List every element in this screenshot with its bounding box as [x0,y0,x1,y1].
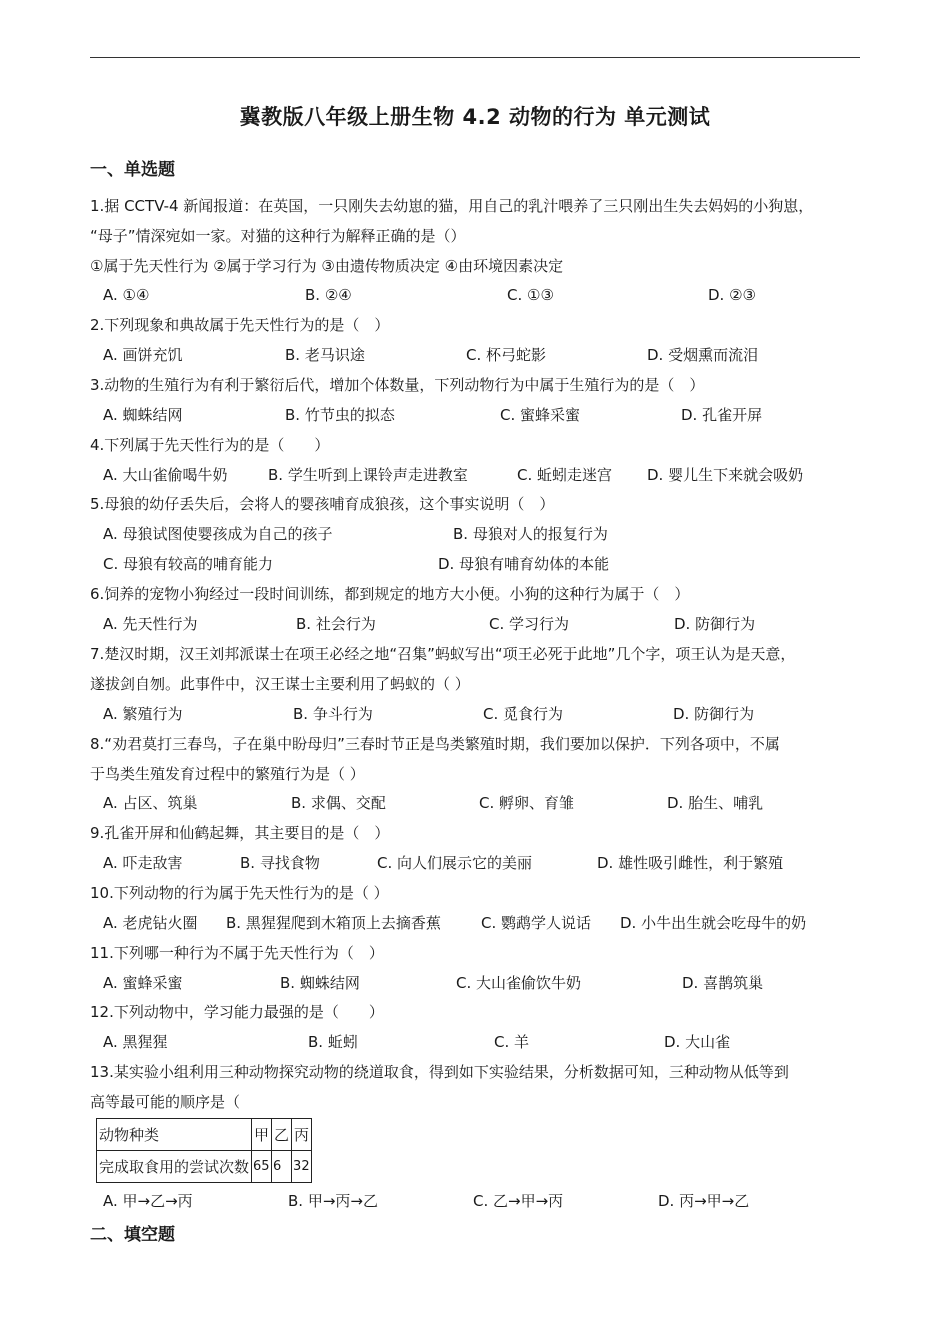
question-6-option-b: B. 社会行为 [296,615,376,633]
question-10-option-c: C. 鹦鹉学人说话 [481,914,592,932]
question-2-option-a: A. 画饼充饥 [103,346,183,364]
question-13-option-d: D. 丙→甲→乙 [658,1192,750,1210]
section-heading-single-choice: 一、单选题 [90,160,175,180]
question-4-option-d: D. 婴儿生下来就会吸奶 [647,466,804,484]
question-3-option-c: C. 蜜蜂采蜜 [500,406,581,424]
question-8-line-2: 于鸟类生殖发育过程中的繁殖行为是（ ） [90,765,365,783]
question-12-option-b: B. 蚯蚓 [308,1033,358,1051]
question-9-option-b: B. 寻找食物 [240,854,320,872]
question-12-option-d: D. 大山雀 [664,1033,731,1051]
question-5-option-a: A. 母狼试图使婴孩成为自己的孩子 [103,525,333,543]
table-cell: 动物种类 [97,1119,252,1151]
table-cell: 丙 [292,1119,312,1151]
question-4-option-b: B. 学生听到上课铃声走进教室 [268,466,468,484]
question-1-option-d: D. ②③ [708,286,756,304]
question-1-line-1: 1.据 CCTV-4 新闻报道：在英国，一只刚失去幼崽的猫，用自己的乳汁喂养了三只刚出生失去妈妈的小狗崽， [90,197,814,215]
question-7-line-1: 7.楚汉时期，汉王刘邦派谋士在项王必经之地“召集”蚂蚁写出“项王必死于此地”几个字，项王认为是天意， [90,645,796,663]
question-5-option-b: B. 母狼对人的报复行为 [453,525,608,543]
question-9-stem: 9.孔雀开屏和仙鹤起舞，其主要目的是（ ） [90,824,390,842]
question-12-option-c: C. 羊 [494,1033,530,1051]
section-heading-fill-blank: 二、填空题 [90,1225,175,1245]
question-8-option-a: A. 占区、筑巢 [103,794,198,812]
question-11-option-b: B. 蜘蛛结网 [280,974,360,992]
question-11-option-d: D. 喜鹊筑巢 [682,974,764,992]
question-7-option-b: B. 争斗行为 [293,705,373,723]
question-2-stem: 2.下列现象和典故属于先天性行为的是（ ） [90,316,390,334]
question-3-option-a: A. 蜘蛛结网 [103,406,183,424]
question-6-option-d: D. 防御行为 [674,615,756,633]
question-10-stem: 10.下列动物的行为属于先天性行为的是（ ） [90,884,389,902]
question-10-option-d: D. 小牛出生就会吃母牛的奶 [620,914,807,932]
question-2-option-d: D. 受烟熏而流泪 [647,346,759,364]
question-6-option-c: C. 学习行为 [489,615,570,633]
question-1-option-c: C. ①③ [507,286,554,304]
question-10-option-a: A. 老虎钻火圈 [103,914,198,932]
question-13-option-a: A. 甲→乙→丙 [103,1192,193,1210]
question-1-line-2: “母子”情深宛如一家。对猫的这种行为解释正确的是（） [90,227,466,245]
document-title: 冀教版八年级上册生物 4.2 动物的行为 单元测试 [239,105,711,129]
question-8-option-b: B. 求偶、交配 [291,794,386,812]
question-4-stem: 4.下列属于先天性行为的是（ ） [90,436,330,454]
question-11-option-c: C. 大山雀偷饮牛奶 [456,974,582,992]
question-7-option-d: D. 防御行为 [673,705,755,723]
question-8-option-d: D. 胎生、哺乳 [667,794,764,812]
question-6-stem: 6.饲养的宠物小狗经过一段时间训练，都到规定的地方大小便。小狗的这种行为属于（ ） [90,585,690,603]
table-row [97,1119,312,1151]
question-10-option-b: B. 黑猩猩爬到木箱顶上去摘香蕉 [226,914,441,932]
question-2-option-b: B. 老马识途 [285,346,365,364]
question-5-option-d: D. 母狼有哺育幼体的本能 [438,555,610,573]
question-11-option-a: A. 蜜蜂采蜜 [103,974,183,992]
table-cell: 完成取食用的尝试次数 [97,1151,252,1183]
question-3-stem: 3.动物的生殖行为有利于繁衍后代，增加个体数量，下列动物行为中属于生殖行为的是（ ） [90,376,705,394]
table-cell: 甲 [252,1119,272,1151]
question-11-stem: 11.下列哪一种行为不属于先天性行为（ ） [90,944,384,962]
question-2-option-c: C. 杯弓蛇影 [466,346,547,364]
question-3-option-b: B. 竹节虫的拟态 [285,406,395,424]
question-1-line-3: ①属于先天性行为 ②属于学习行为 ③由遗传物质决定 ④由环境因素决定 [90,257,564,275]
question-7-option-c: C. 觅食行为 [483,705,564,723]
question-9-option-c: C. 向人们展示它的美丽 [377,854,533,872]
question-5-option-c: C. 母狼有较高的哺育能力 [103,555,274,573]
question-6-option-a: A. 先天性行为 [103,615,198,633]
question-12-option-a: A. 黑猩猩 [103,1033,168,1051]
question-1-option-b: B. ②④ [305,286,352,304]
question-5-stem: 5.母狼的幼仔丢失后，会将人的婴孩哺育成狼孩，这个事实说明（ ） [90,495,555,513]
question-13-line-2: 高等最可能的顺序是（ [90,1093,241,1111]
question-13-line-1: 13.某实验小组利用三种动物探究动物的绕道取食，得到如下实验结果，分析数据可知，三种动物从低等到 [90,1063,789,1081]
question-13-option-b: B. 甲→丙→乙 [288,1192,378,1210]
question-8-option-c: C. 孵卵、育雏 [479,794,575,812]
experiment-table [96,1118,312,1183]
question-4-option-a: A. 大山雀偷喝牛奶 [103,466,228,484]
question-3-option-d: D. 孔雀开屏 [681,406,763,424]
question-4-option-c: C. 蚯蚓走迷宫 [517,466,613,484]
table-row [97,1151,312,1183]
question-9-option-d: D. 雄性吸引雌性，利于繁殖 [597,854,784,872]
table-cell: 32 [292,1151,312,1183]
question-1-option-a: A. ①④ [103,286,150,304]
question-13-option-c: C. 乙→甲→丙 [473,1192,564,1210]
question-9-option-a: A. 吓走敌害 [103,854,183,872]
table-cell: 6 [272,1151,292,1183]
header-rule [90,57,860,58]
question-7-line-2: 遂拔剑自刎。此事件中，汉王谋士主要利用了蚂蚁的（ ） [90,675,470,693]
table-cell: 乙 [272,1119,292,1151]
question-7-option-a: A. 繁殖行为 [103,705,183,723]
table-cell: 65 [252,1151,272,1183]
question-12-stem: 12.下列动物中，学习能力最强的是（ ） [90,1003,384,1021]
question-8-line-1: 8.“劝君莫打三春鸟，子在巢中盼母归”三春时节正是鸟类繁殖时期，我们要加以保护．下列各项中，不属 [90,735,780,753]
